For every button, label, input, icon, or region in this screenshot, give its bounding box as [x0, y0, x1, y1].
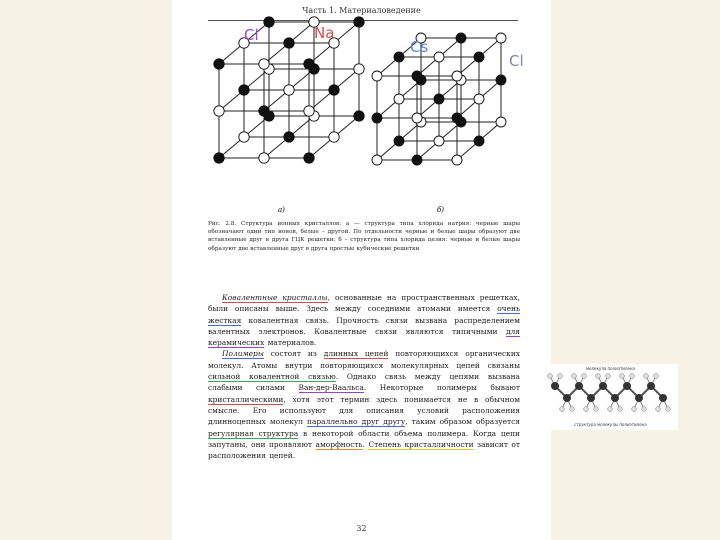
page-header: Часть 1. Материаловедение [302, 6, 421, 15]
ion-black [284, 38, 294, 48]
paragraph-polymers [208, 348, 520, 461]
hydrogen-atom [620, 374, 625, 379]
ion-black [474, 136, 484, 146]
carbon-atom [599, 382, 607, 390]
term-very-rigid: очень жесткая [208, 304, 520, 325]
term-parallel: параллельно друг другу [307, 417, 406, 427]
hydrogen-atom [596, 374, 601, 379]
ion-black [264, 17, 274, 27]
carbon-atom [551, 382, 559, 390]
ion-white [434, 136, 444, 146]
hydrogen-atom [666, 407, 671, 412]
hydrogen-atom [608, 407, 613, 412]
figure-caption: Рис. 2.8. Структура ионных кристаллов: а — структура типа хлорида натрия: черные шары обозначают один тип ионов, белые – другой. По отдельности черные и белые шары образуют две вставленные друг в друга ГЦК решетки; б – структура типа хлорида цезия: черные и белые шары образуют две вставленные друг в друга простые кубические решетки [208, 221, 520, 252]
annotation-na: Na [314, 24, 335, 42]
ion-white [394, 94, 404, 104]
carbon-atom [659, 394, 667, 402]
term-ceramic: для керамических [208, 326, 520, 348]
polyethylene-title: молекула полиэтилена [586, 366, 635, 371]
ion-white [354, 64, 364, 74]
ion-black [474, 52, 484, 62]
cscl-lattice-figure [372, 33, 506, 165]
ion-white [329, 132, 339, 142]
ion-black [354, 111, 364, 121]
ion-black [394, 136, 404, 146]
hydrogen-atom [582, 374, 587, 379]
ion-black [214, 153, 224, 163]
term-long-chains: длинных цепей [323, 349, 389, 359]
paragraph-text: . Однако связь между цепями вызвана слабыми силами [208, 372, 520, 393]
paragraph-text: , хотя этот термин здесь понимается не в обычном смысле. Его используют для описания условий расположения длинноцепных молекул [208, 394, 520, 427]
crystal-figures [172, 0, 551, 220]
ion-white [496, 33, 506, 43]
ion-black [214, 59, 224, 69]
term-crystalline: кристаллическими [208, 394, 284, 404]
hydrogen-atom [642, 407, 647, 412]
ion-white [304, 106, 314, 116]
paragraph-text: материалов. [264, 338, 317, 348]
ion-white [496, 117, 506, 127]
annotation-cs: Cs [410, 38, 429, 56]
hydrogen-atom [654, 374, 659, 379]
ion-black [434, 94, 444, 104]
nacl-lattice-figure [214, 17, 364, 163]
carbon-atom [635, 394, 643, 402]
carbon-atom [563, 394, 571, 402]
annotation-cl-right: Cl [509, 52, 524, 70]
term-amorphous: аморфность [315, 439, 363, 449]
polyethylene-figure [543, 364, 678, 430]
ion-black [496, 75, 506, 85]
hydrogen-atom [632, 407, 637, 412]
paragraph-covalent [208, 292, 520, 348]
ion-white [372, 71, 382, 81]
hydrogen-atom [558, 374, 563, 379]
paragraph-text: в некоторой области объема полимера. Когда цепи запутаны, они проявляют [208, 428, 521, 449]
ion-black [304, 59, 314, 69]
paragraph-text: зависит от расположения цепей. [208, 439, 521, 461]
hydrogen-atom [584, 407, 589, 412]
page-number: 32 [356, 524, 367, 533]
paragraph-text: . Некоторые полимеры бывают [363, 383, 520, 393]
carbon-atom [623, 382, 631, 390]
figure-b-label: б) [437, 206, 445, 214]
ion-white [434, 52, 444, 62]
ion-black [354, 17, 364, 27]
polyethylene-caption: структура молекулы полиэтилена [574, 422, 647, 427]
term-polymers: Полимеры [222, 349, 264, 359]
hydrogen-atom [594, 407, 599, 412]
textbook-page [172, 0, 551, 540]
ion-white [452, 71, 462, 81]
annotation-cl-left: Cl [244, 26, 259, 44]
ion-white [452, 155, 462, 165]
figure-a-label: а) [278, 206, 285, 214]
hydrogen-atom [630, 374, 635, 379]
ion-black [412, 155, 422, 165]
ion-black [372, 113, 382, 123]
body-text [208, 292, 520, 461]
polyethylene-molecule [543, 364, 678, 430]
term-van-der-waals: Ван-дер-Ваальса [298, 383, 364, 393]
hydrogen-atom [618, 407, 623, 412]
ion-white [284, 85, 294, 95]
term-regular-structure: регулярная структура [208, 428, 299, 438]
ion-black [304, 153, 314, 163]
ion-black [239, 85, 249, 95]
paragraph-text: ковалентная связь. Прочность связи вызвана распределением валентных электронов. Ковалентные связи являются типичными [208, 315, 520, 336]
ion-white [372, 155, 382, 165]
paragraph-text: повторяющихся органических молекул. Атомы внутри повторяющихся молекулярных цепей связаны [208, 349, 520, 370]
carbon-atom [575, 382, 583, 390]
hydrogen-atom [548, 374, 553, 379]
ion-black [284, 132, 294, 142]
ion-white [259, 153, 269, 163]
term-strong-covalent: сильной ковалентной связью [208, 372, 336, 382]
term-crystallinity-degree: Степень кристалличности [368, 439, 474, 449]
paragraph-text: , таким образом образуется [405, 417, 520, 427]
carbon-atom [587, 394, 595, 402]
hydrogen-atom [656, 407, 661, 412]
hydrogen-atom [570, 407, 575, 412]
hydrogen-atom [644, 374, 649, 379]
ion-black [329, 85, 339, 95]
ion-white [214, 106, 224, 116]
carbon-atom [611, 394, 619, 402]
hydrogen-atom [606, 374, 611, 379]
hydrogen-atom [572, 374, 577, 379]
carbon-atom [647, 382, 655, 390]
term-covalent-crystals: Ковалентные кристаллы [222, 293, 328, 302]
ion-black [394, 52, 404, 62]
ion-black [456, 33, 466, 43]
ion-white [239, 132, 249, 142]
ion-white [412, 113, 422, 123]
ion-black [452, 113, 462, 123]
paragraph-text: , основанные на пространственных решетках, были описаны выше. Здесь между соседними атомами имеется [208, 293, 520, 314]
paragraph-text: . [362, 439, 369, 449]
paragraph-text: состоят из [263, 349, 324, 359]
hydrogen-atom [560, 407, 565, 412]
ion-black [259, 106, 269, 116]
ion-white [259, 59, 269, 69]
ion-white [474, 94, 484, 104]
ion-black [412, 71, 422, 81]
